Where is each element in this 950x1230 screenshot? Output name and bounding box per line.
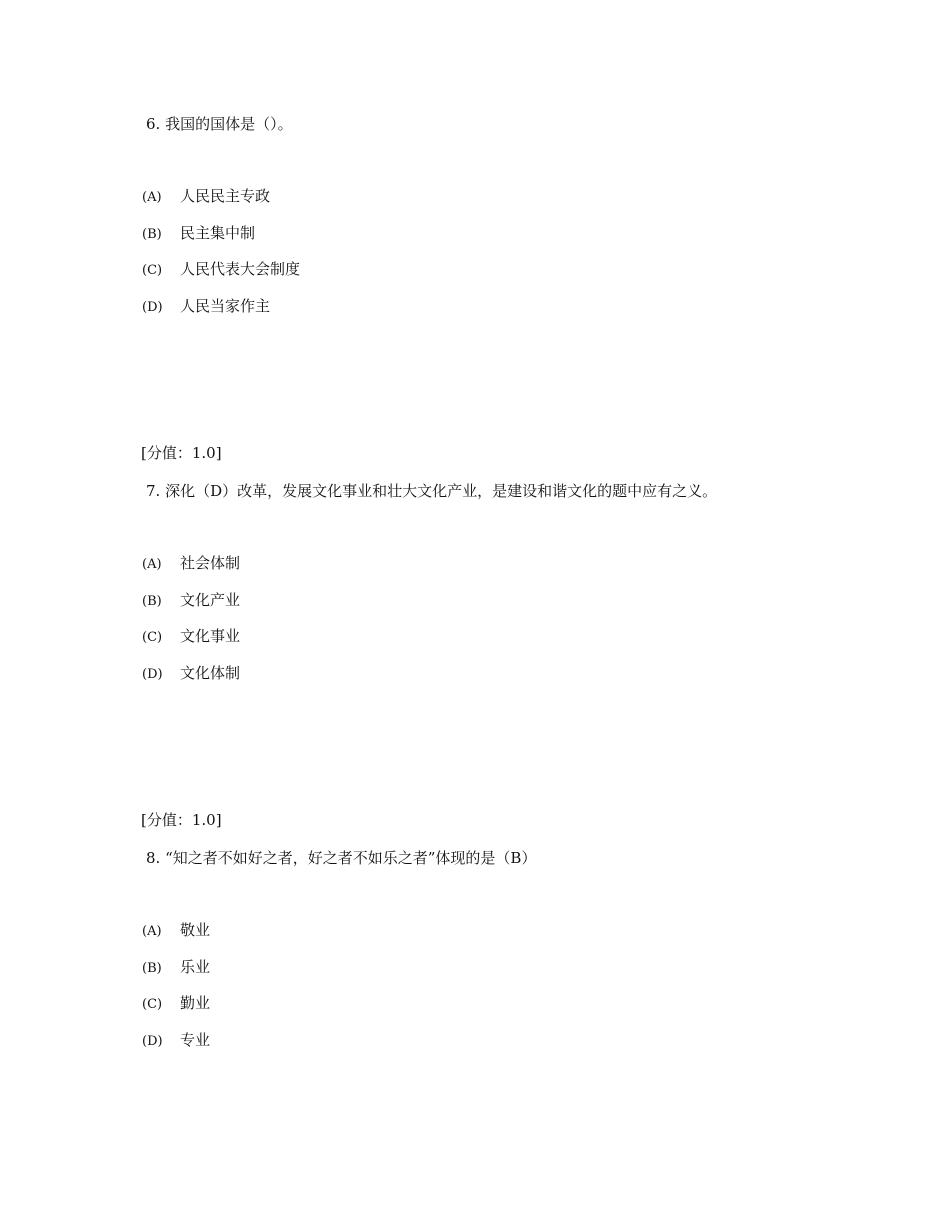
- option-letter: (A): [142, 557, 162, 572]
- option-letter: (B): [142, 227, 162, 242]
- question-7-option-d: [142, 663, 240, 685]
- option-text: 人民当家作主: [180, 297, 271, 315]
- option-letter: (C): [142, 263, 163, 278]
- question-6-score: [分值：1.0]: [141, 444, 222, 462]
- option-text: 文化产业: [180, 591, 241, 609]
- option-text: 乐业: [180, 958, 211, 976]
- option-text: 人民代表大会制度: [180, 260, 301, 278]
- question-6-option-d: [142, 296, 270, 318]
- option-letter: (C): [142, 630, 163, 645]
- question-7-stem: 7. 深化（D）改革，发展文化事业和壮大文化产业，是建设和谐文化的题中应有之义。: [146, 482, 718, 500]
- question-8-option-a: [142, 920, 210, 942]
- option-letter: (D): [142, 1034, 163, 1049]
- option-text: 人民民主专政: [180, 187, 271, 205]
- option-letter: (B): [142, 961, 162, 976]
- option-text: 文化事业: [180, 627, 241, 645]
- option-text: 专业: [180, 1031, 211, 1049]
- option-letter: (A): [142, 924, 162, 939]
- option-text: 敬业: [180, 921, 211, 939]
- question-6-option-b: [142, 223, 255, 245]
- question-6-option-c: [142, 259, 300, 281]
- question-8-option-d: [142, 1030, 210, 1052]
- option-letter: (A): [142, 190, 162, 205]
- question-8-option-c: [142, 993, 210, 1015]
- option-text: 社会体制: [180, 554, 241, 572]
- option-text: 民主集中制: [180, 224, 256, 242]
- question-7-option-a: [142, 553, 240, 575]
- question-7-option-c: [142, 626, 240, 648]
- question-8-stem: 8. “知之者不如好之者，好之者不如乐之者”体现的是（B）: [146, 849, 537, 867]
- option-text: 勤业: [180, 994, 211, 1012]
- option-letter: (D): [142, 667, 163, 682]
- option-text: 文化体制: [180, 664, 241, 682]
- option-letter: (C): [142, 997, 163, 1012]
- question-7-option-b: [142, 590, 240, 612]
- question-8-option-b: [142, 957, 210, 979]
- option-letter: (D): [142, 300, 163, 315]
- question-6-option-a: [142, 186, 270, 208]
- question-7-score: [分值：1.0]: [141, 811, 222, 829]
- question-6-stem: 6. 我国的国体是（）。: [146, 115, 293, 133]
- option-letter: (B): [142, 594, 162, 609]
